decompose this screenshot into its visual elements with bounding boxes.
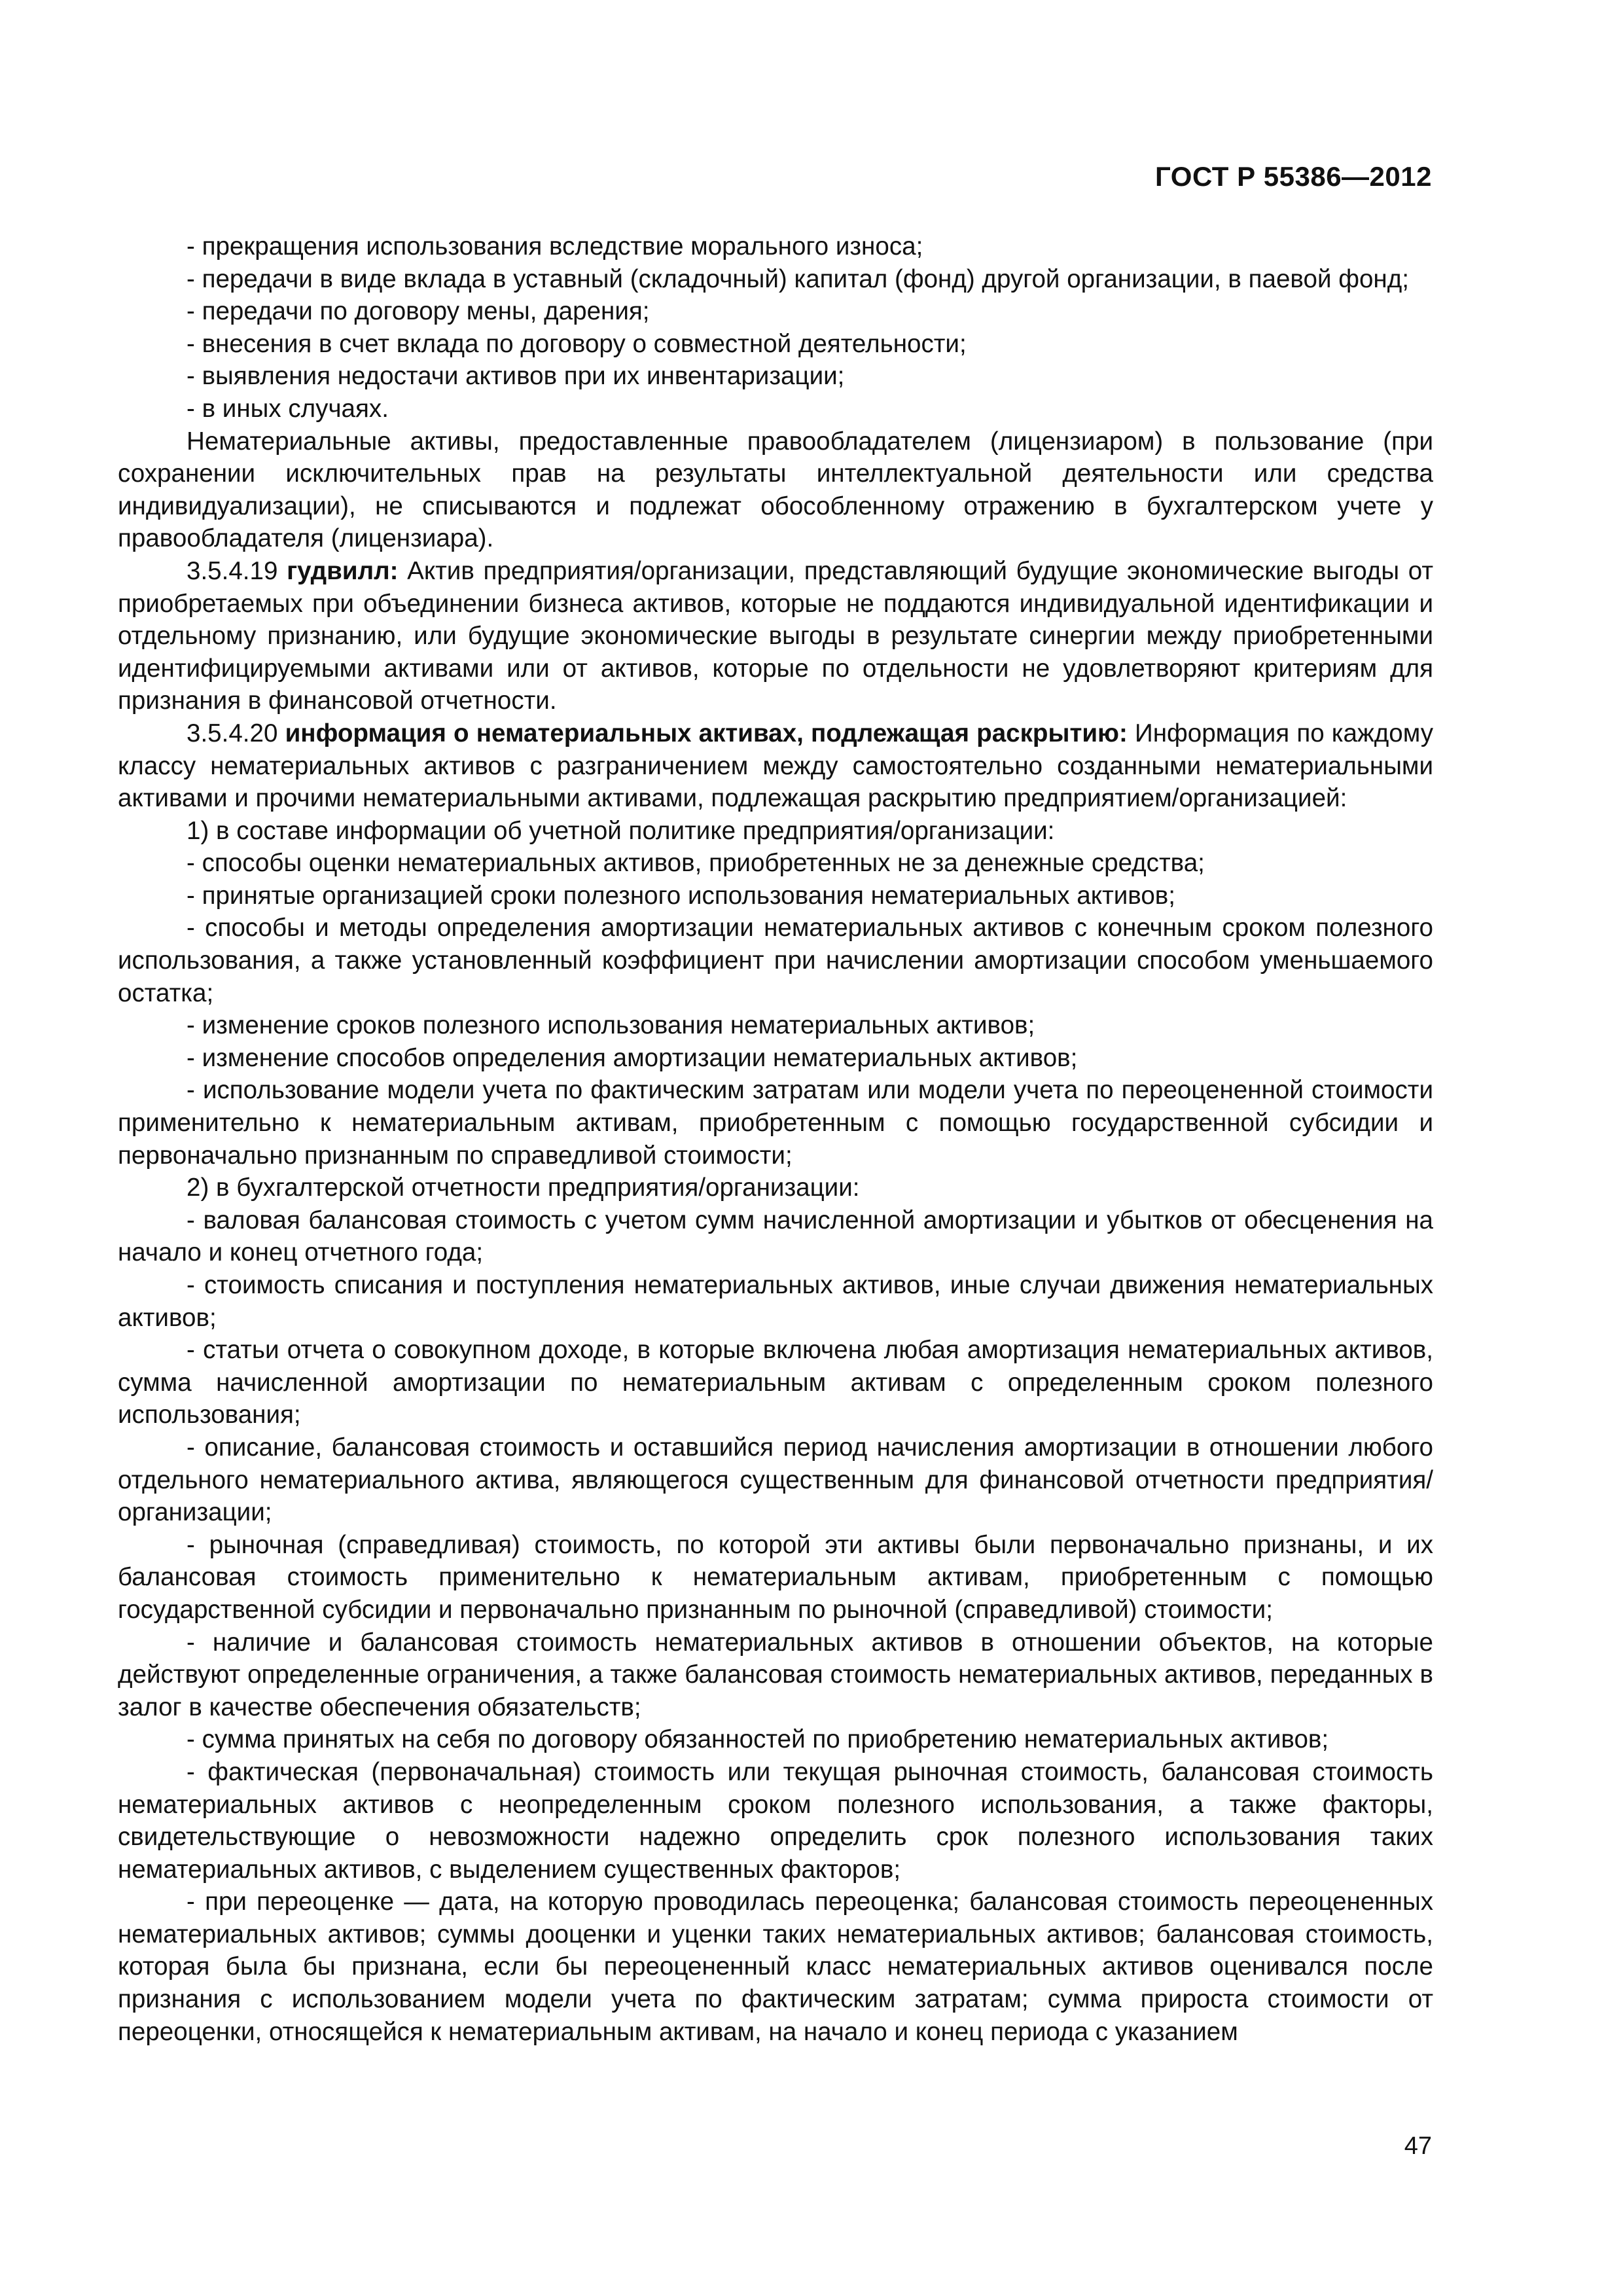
- paragraph-text: 2) в бухгалтерской отчетности предприятия/организации:: [187, 1174, 860, 1202]
- text-paragraph: [118, 847, 1433, 880]
- text-paragraph: [118, 1886, 1433, 2048]
- paragraph-text: Актив предприятия/организации, представляющий будущие экономические выгоды от приобретаемых при объединении бизнеса активов, которые не поддаются индивидуальной идентификации и отдельному признанию, или будущие экономические выгоды в результате синергии между приобретенными идентифицируемыми активами или от активов, которые по отдельности не удовлетворяют критериям для признания в финансовой отчетности.: [118, 556, 1433, 715]
- text-paragraph: [118, 912, 1433, 1009]
- paragraph-text: - использование модели учета по фактическим затратам или модели учета по переоцененной стоимости применительно к нематериальным активам, приобретенным с помощью государственной субсидии и первоначально признанным по справедливой стоимости;: [118, 1076, 1433, 1170]
- text-paragraph: [118, 1009, 1433, 1042]
- paragraph-text: - способы оценки нематериальных активов, приобретенных не за денежные средства;: [187, 849, 1205, 878]
- text-paragraph: [118, 1626, 1433, 1724]
- paragraph-text: Информация по каждому классу нематериальных активов с разграничением между самостоятельно созданными нематериальными активами и прочими нематериальными активами, подлежащая раскрытию предприятием/организацией:: [118, 719, 1433, 813]
- text-paragraph: [118, 393, 1433, 425]
- text-paragraph: [118, 1269, 1433, 1334]
- text-paragraph: [118, 1756, 1433, 1886]
- paragraph-text: - внесения в счет вклада по договору о совместной деятельности;: [187, 329, 967, 358]
- paragraph-text: - рыночная (справедливая) стоимость, по которой эти активы были первоначально признаны, и их балансовая стоимость применительно к нематериальным активам, приобретенным с помощью государственной субсидии и первоначально признанным по рыночной (справедливой) стоимости;: [118, 1530, 1433, 1624]
- paragraph-text: - выявления недостачи активов при их инвентаризации;: [187, 362, 845, 391]
- paragraph-text: - передачи по договору мены, дарения;: [187, 297, 650, 326]
- paragraph-text: - при переоценке — дата, на которую проводилась переоценка; балансовая стоимость переоцененных нематериальных активов; суммы дооценки и уценки таких нематериальных активов; балансовая стоимость, которая была бы признана, если бы переоцененный класс нематериальных активов оценивался после признания с использованием модели учета по фактическим затратам; сумма прироста стоимости от переоценки, относящейся к нематериальным активам, на начало и конец периода с указанием: [118, 1888, 1433, 2046]
- defined-term: информация о нематериальных активах, подлежащая раскрытию:: [285, 719, 1128, 747]
- text-paragraph: [118, 1529, 1433, 1626]
- text-paragraph: [118, 295, 1433, 328]
- text-paragraph: [118, 1042, 1433, 1075]
- defined-term: гудвилл:: [287, 556, 399, 585]
- clause-number: 3.5.4.19: [187, 556, 287, 585]
- text-paragraph: [118, 425, 1433, 555]
- text-paragraph: [118, 1431, 1433, 1529]
- paragraph-text: - описание, балансовая стоимость и оставшийся период начисления амортизации в отношении любого отдельного нематериального актива, являющегося существенным для финансовой отчетности предприятия/организации;: [118, 1433, 1433, 1527]
- page-number: 47: [1404, 2132, 1432, 2160]
- paragraph-text: - изменение способов определения амортизации нематериальных активов;: [187, 1043, 1078, 1072]
- page-header-standard: ГОСТ Р 55386—2012: [1155, 161, 1432, 192]
- paragraph-text: - принятые организацией сроки полезного использования нематериальных активов;: [187, 881, 1176, 910]
- definition-paragraph: [118, 555, 1433, 717]
- text-paragraph: [118, 1172, 1433, 1204]
- paragraph-text: - сумма принятых на себя по договору обязанностей по приобретению нематериальных активов;: [187, 1725, 1329, 1754]
- paragraph-text: - изменение сроков полезного использования нематериальных активов;: [187, 1011, 1035, 1040]
- text-paragraph: [118, 1204, 1433, 1269]
- text-paragraph: [118, 1074, 1433, 1172]
- paragraph-text: - способы и методы определения амортизации нематериальных активов с конечным сроком полезного использования, а также установленный коэффициент при начислении амортизации способом уменьшаемого остатка;: [118, 914, 1433, 1007]
- paragraph-text: - валовая балансовая стоимость с учетом сумм начисленной амортизации и убытков от обесценения на начало и конец отчетного года;: [118, 1206, 1433, 1267]
- definition-paragraph: [118, 717, 1433, 815]
- paragraph-text: - прекращения использования вследствие морального износа;: [187, 232, 923, 260]
- text-paragraph: [118, 880, 1433, 912]
- text-paragraph: [118, 360, 1433, 393]
- text-paragraph: [118, 230, 1433, 263]
- text-paragraph: [118, 263, 1433, 296]
- text-paragraph: [118, 815, 1433, 848]
- paragraph-text: 1) в составе информации об учетной политике предприятия/организации:: [187, 816, 1055, 845]
- text-paragraph: [118, 1334, 1433, 1431]
- paragraph-text: - передачи в виде вклада в уставный (складочный) капитал (фонд) другой организации, в паевой фонд;: [187, 264, 1409, 293]
- paragraph-text: - в иных случаях.: [187, 394, 389, 423]
- text-paragraph: [118, 1723, 1433, 1756]
- paragraph-text: - статьи отчета о совокупном доходе, в которые включена любая амортизация нематериальных активов, сумма начисленной амортизации по нематериальным активам с определенным сроком полезного использования;: [118, 1336, 1433, 1429]
- paragraph-text: Нематериальные активы, предоставленные правообладателем (лицензиаром) в пользование (при сохранении исключительных прав на результаты интеллектуальной деятельности или средства индивидуализации), не списываются и подлежат обособленному отражению в бухгалтерском учете у правообладателя (лицензиара).: [118, 427, 1433, 553]
- document-body: [118, 230, 1433, 2048]
- paragraph-text: - наличие и балансовая стоимость нематериальных активов в отношении объектов, на которые действуют определенные ограничения, а также балансовая стоимость нематериальных активов, переданных в залог в качестве обеспечения обязательств;: [118, 1628, 1433, 1721]
- clause-number: 3.5.4.20: [187, 719, 285, 747]
- paragraph-text: - фактическая (первоначальная) стоимость или текущая рыночная стоимость, балансовая стоимость нематериальных активов с неопределенным сроком полезного использования, а также факторы, свидетельствующие о невозможности надежно определить срок полезного использования таких нематериальных активов, с выделением существенных факторов;: [118, 1757, 1433, 1884]
- text-paragraph: [118, 328, 1433, 361]
- paragraph-text: - стоимость списания и поступления нематериальных активов, иные случаи движения нематериальных активов;: [118, 1271, 1433, 1332]
